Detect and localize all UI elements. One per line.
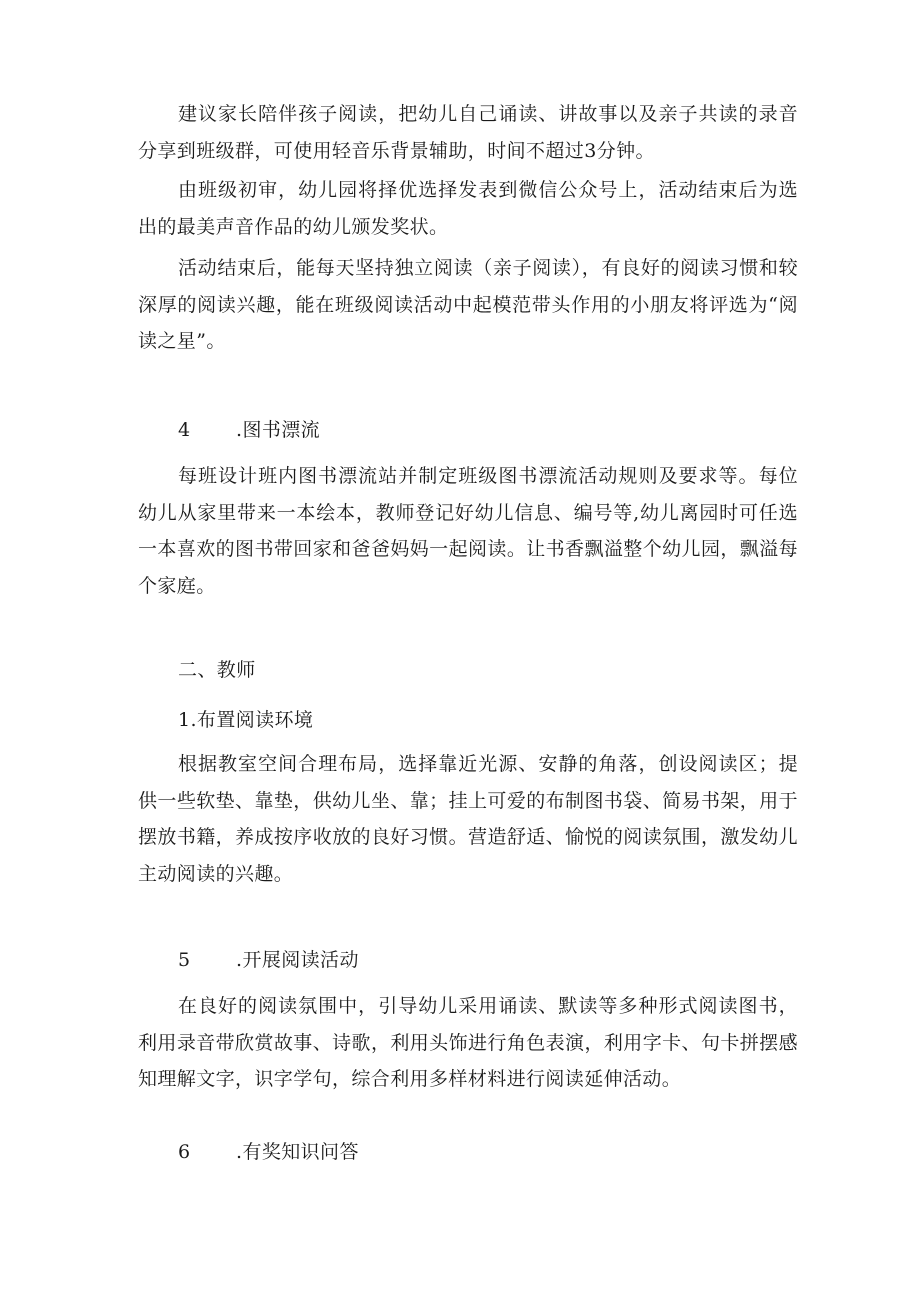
heading-title: .图书漂流	[236, 419, 321, 441]
heading-reading-activities	[178, 942, 359, 978]
heading-title: .有奖知识问答	[236, 1141, 359, 1163]
heading-number: 6	[178, 1141, 191, 1163]
heading-number: 4	[178, 419, 191, 441]
paragraph-book-drift: 每班设计班内图书漂流站并制定班级图书漂流活动规则及要求等。每位幼儿从家里带来一本绘本，教师登记好幼儿信息、编号等,幼儿离园时可任选一本喜欢的图书带回家和爸爸妈妈一起阅读。让书香飘溢整个幼儿园，飘溢每个家庭。	[138, 465, 798, 597]
heading-teacher-section: 二、教师	[178, 659, 256, 681]
heading-knowledge-quiz	[178, 1134, 359, 1170]
heading-reading-environment: 1.布置阅读环境	[178, 709, 314, 731]
heading-number: 5	[178, 949, 191, 971]
paragraph-selection-award: 由班级初审，幼儿园将择优选择发表到微信公众号上，活动结束后为选出的最美声音作品的幼儿颁发奖状。	[138, 179, 798, 238]
heading-book-drift	[178, 412, 320, 448]
paragraph-recording-share: 建议家长陪伴孩子阅读，把幼儿自己诵读、讲故事以及亲子共读的录音分享到班级群，可使用轻音乐背景辅助，时间不超过3分钟。	[138, 103, 798, 162]
paragraph-reading-star: 活动结束后，能每天坚持独立阅读（亲子阅读），有良好的阅读习惯和较深厚的阅读兴趣，能在班级阅读活动中起模范带头作用的小朋友将评选为“阅读之星”。	[138, 257, 798, 352]
paragraph-reading-environment: 根据教室空间合理布局，选择靠近光源、安静的角落，创设阅读区；提供一些软垫、靠垫，供幼儿坐、靠；挂上可爱的布制图书袋、简易书架，用于摆放书籍，养成按序收放的良好习惯。营造舒适、愉悦的阅读氛围，激发幼儿主动阅读的兴趣。	[138, 753, 798, 885]
paragraph-reading-activities: 在良好的阅读氛围中，引导幼儿采用诵读、默读等多种形式阅读图书，利用录音带欣赏故事、诗歌，利用头饰进行角色表演，利用字卡、句卡拼摆感知理解文字，识字学句，综合利用多样材料进行阅读延伸活动。	[138, 995, 798, 1090]
heading-title: .开展阅读活动	[236, 949, 359, 971]
